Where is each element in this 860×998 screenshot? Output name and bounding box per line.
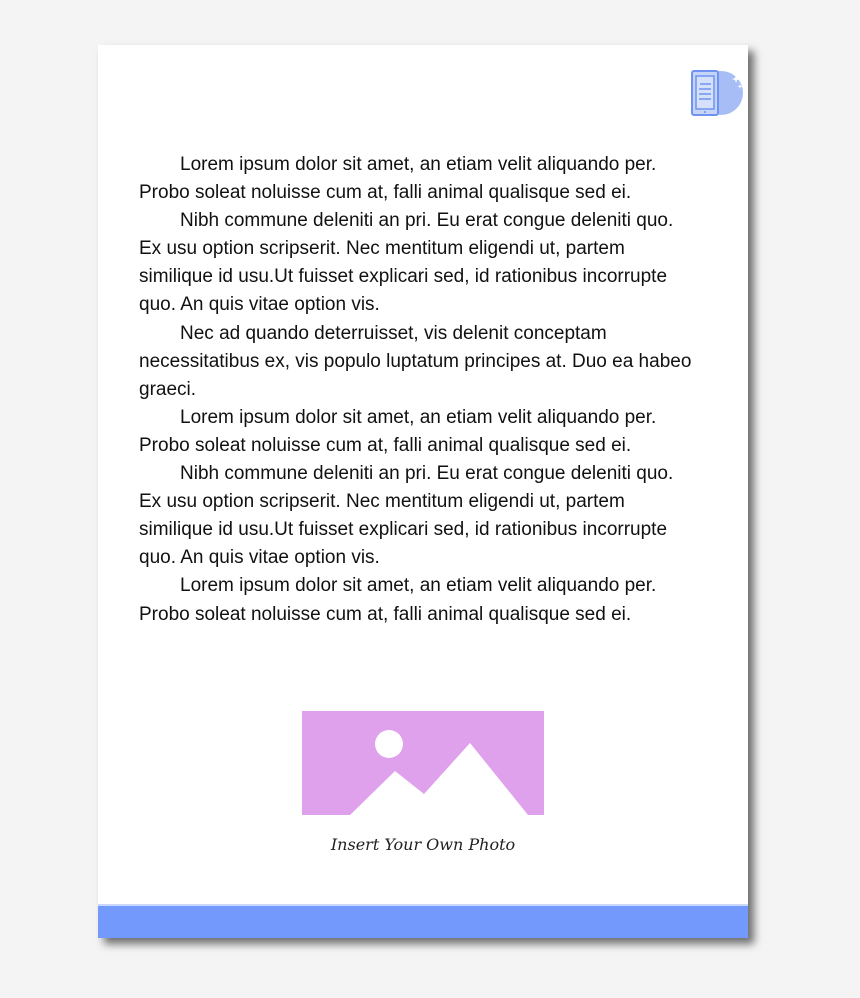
ebook-tablet-icon [688,67,744,121]
body-text [139,151,699,629]
paragraph: Nec ad quando deterruisset, vis delenit conceptam necessitatibus ex, vis populo luptatum principes at. Duo ea habeo graeci. [139,322,692,400]
photo-caption: Insert Your Own Photo [330,835,516,854]
paragraph: Lorem ipsum dolor sit amet, an etiam velit aliquando per. Probo soleat noluisse cum at, falli animal qualisque sed ei. [139,575,657,625]
paragraph: Lorem ipsum dolor sit amet, an etiam velit aliquando per. Probo soleat noluisse cum at, falli animal qualisque sed ei. [139,154,657,204]
paragraph: Nibh commune deleniti an pri. Eu erat congue deleniti quo. Ex usu option scripserit. Nec mentitum eligendi ut, partem similique id usu.Ut fuisset explicari sed, id rationibus incorrupte quo. An quis vitae option vis. [139,210,674,316]
paragraph: Lorem ipsum dolor sit amet, an etiam velit aliquando per. Probo soleat noluisse cum at, falli animal qualisque sed ei. [139,406,657,456]
photo-placeholder-icon[interactable] [302,711,544,815]
paragraph: Nibh commune deleniti an pri. Eu erat congue deleniti quo. Ex usu option scripserit. Nec mentitum eligendi ut, partem similique id usu.Ut fuisset explicari sed, id rationibus incorrupte quo. An quis vitae option vis. [139,463,674,569]
document-page [98,45,748,938]
footer-bar [98,904,748,938]
